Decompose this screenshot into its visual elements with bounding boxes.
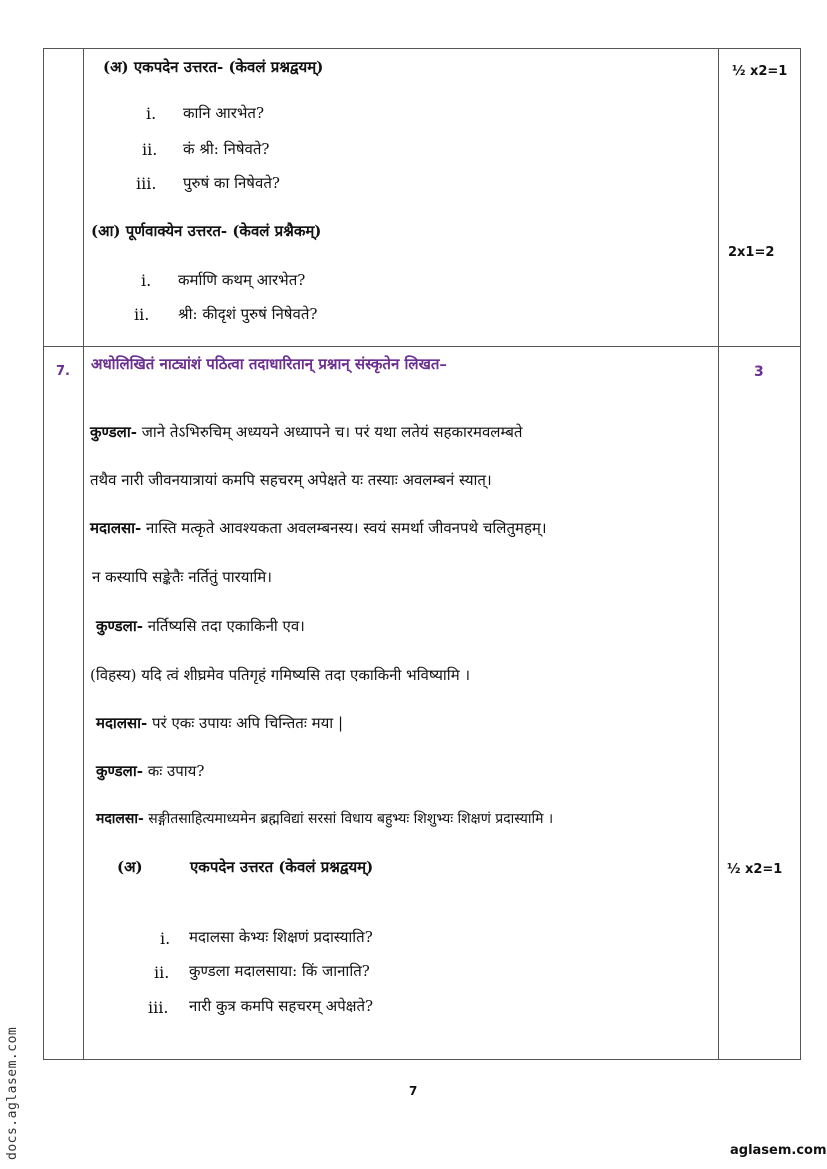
part-a-header: (अ) एकपदेन उत्तरत- (केवलं प्रश्नद्वयम्) [103,58,324,76]
footer-site: aglasem.com [730,1143,827,1158]
question-text: कुण्डला मदालसाया: किं जानाति? [189,962,370,980]
question-number: ii. [154,963,170,982]
question-number: i. [160,929,171,948]
question-number: ii. [134,305,150,324]
table-left-border [43,48,44,1060]
sub-question-header: एकपदेन उत्तरत (केवलं प्रश्नद्वयम्) [190,858,374,876]
row-divider [43,346,800,347]
dialogue-line [96,713,343,733]
dialogue-text: न कस्यापि सङ्केतैः नर्तितुं पारयामि। [92,568,272,586]
dialogue-line [92,567,272,587]
question-text: मदालसा केभ्यः शिक्षणं प्रदास्याति? [189,928,373,946]
dialogue-text: नास्ति मत्कृते आवश्यकता अवलम्बनस्य। स्वयं समर्था जीवनपथे चलितुमहम्। [141,519,547,537]
dialogue-text: सङ्गीतसाहित्यमाध्यमेन ब्रह्मविद्यां सरसां विधाय बहुभ्यः शिशुभ्यः शिक्षणं प्रदास्यामि । [143,811,554,827]
table-right-border [800,48,801,1060]
speaker-name: मदालसा- [96,714,148,732]
dialogue-text: जाने तेऽभिरुचिम् अध्ययने अध्यापने च। परं यथा लतेयं सहकारमवलम्बते [136,423,523,441]
speaker-name: कुण्डला- [90,423,137,441]
speaker-name: कुण्डला- [96,617,143,635]
question-text: कानि आरभेत? [183,104,264,122]
part-a-marks: ½ x2=1 [732,64,788,79]
column-divider-2 [718,48,719,1060]
dialogue-line [90,665,470,685]
dialogue-line [96,761,204,781]
dialogue-text: नर्तिष्यसि तदा एकाकिनी एव। [142,617,305,635]
watermark: docs.aglasem.com [5,1026,20,1160]
page-number: 7 [409,1084,418,1098]
question-number: i. [141,271,152,290]
dialogue-line [90,422,522,442]
question-number: iii. [148,998,169,1017]
question-text: नारी कुत्र कमपि सहचरम् अपेक्षते? [189,997,374,1015]
question-text: श्री: कीदृशं पुरुषं निषेवते? [178,305,318,323]
dialogue-text: कः उपाय? [142,762,205,780]
dialogue-line [90,470,492,490]
question-text: पुरुषं का निषेवते? [183,174,280,192]
dialogue-line [90,518,547,538]
sub-question-marks: ½ x2=1 [727,862,783,877]
dialogue-text: (विहस्य) यदि त्वं शीघ्रमेव पतिगृहं गमिष्यसि तदा एकाकिनी भविष्यामि । [90,666,471,684]
table-top-border [43,48,800,49]
dialogue-text: तथैव नारी जीवनयात्रायां कमपि सहचरम् अपेक्षते यः तस्याः अवलम्बनं स्यात्। [90,471,492,489]
question-text: कं श्री: निषेवते? [183,140,270,158]
speaker-name: कुण्डला- [96,762,143,780]
column-divider-1 [83,48,84,1060]
question-text: कर्माणि कथम् आरभेत? [178,271,306,289]
speaker-name: मदालसा- [96,811,144,827]
speaker-name: मदालसा- [90,519,142,537]
question-number: ii. [142,140,158,159]
part-aa-marks: 2x1=2 [728,245,775,260]
table-bottom-border [43,1059,800,1060]
sub-question-label: (अ) [117,858,143,876]
dialogue-text: परं एकः उपायः अपि चिन्तितः मया | [147,714,344,732]
question-7-marks: 3 [754,364,764,380]
part-aa-header: (आ) पूर्णवाक्येन उत्तरत- (केवलं प्रश्नैकम्) [91,222,322,240]
question-7-instruction: अधोलिखितं नाट्यांशं पठित्वा तदाधारितान् प्रश्नान् संस्कृतेन लिखत– [91,355,447,373]
question-number: i. [146,104,157,123]
question-number: iii. [136,174,157,193]
dialogue-line [96,616,305,636]
dialogue-line [96,809,553,828]
question-7-number: 7. [56,364,70,379]
